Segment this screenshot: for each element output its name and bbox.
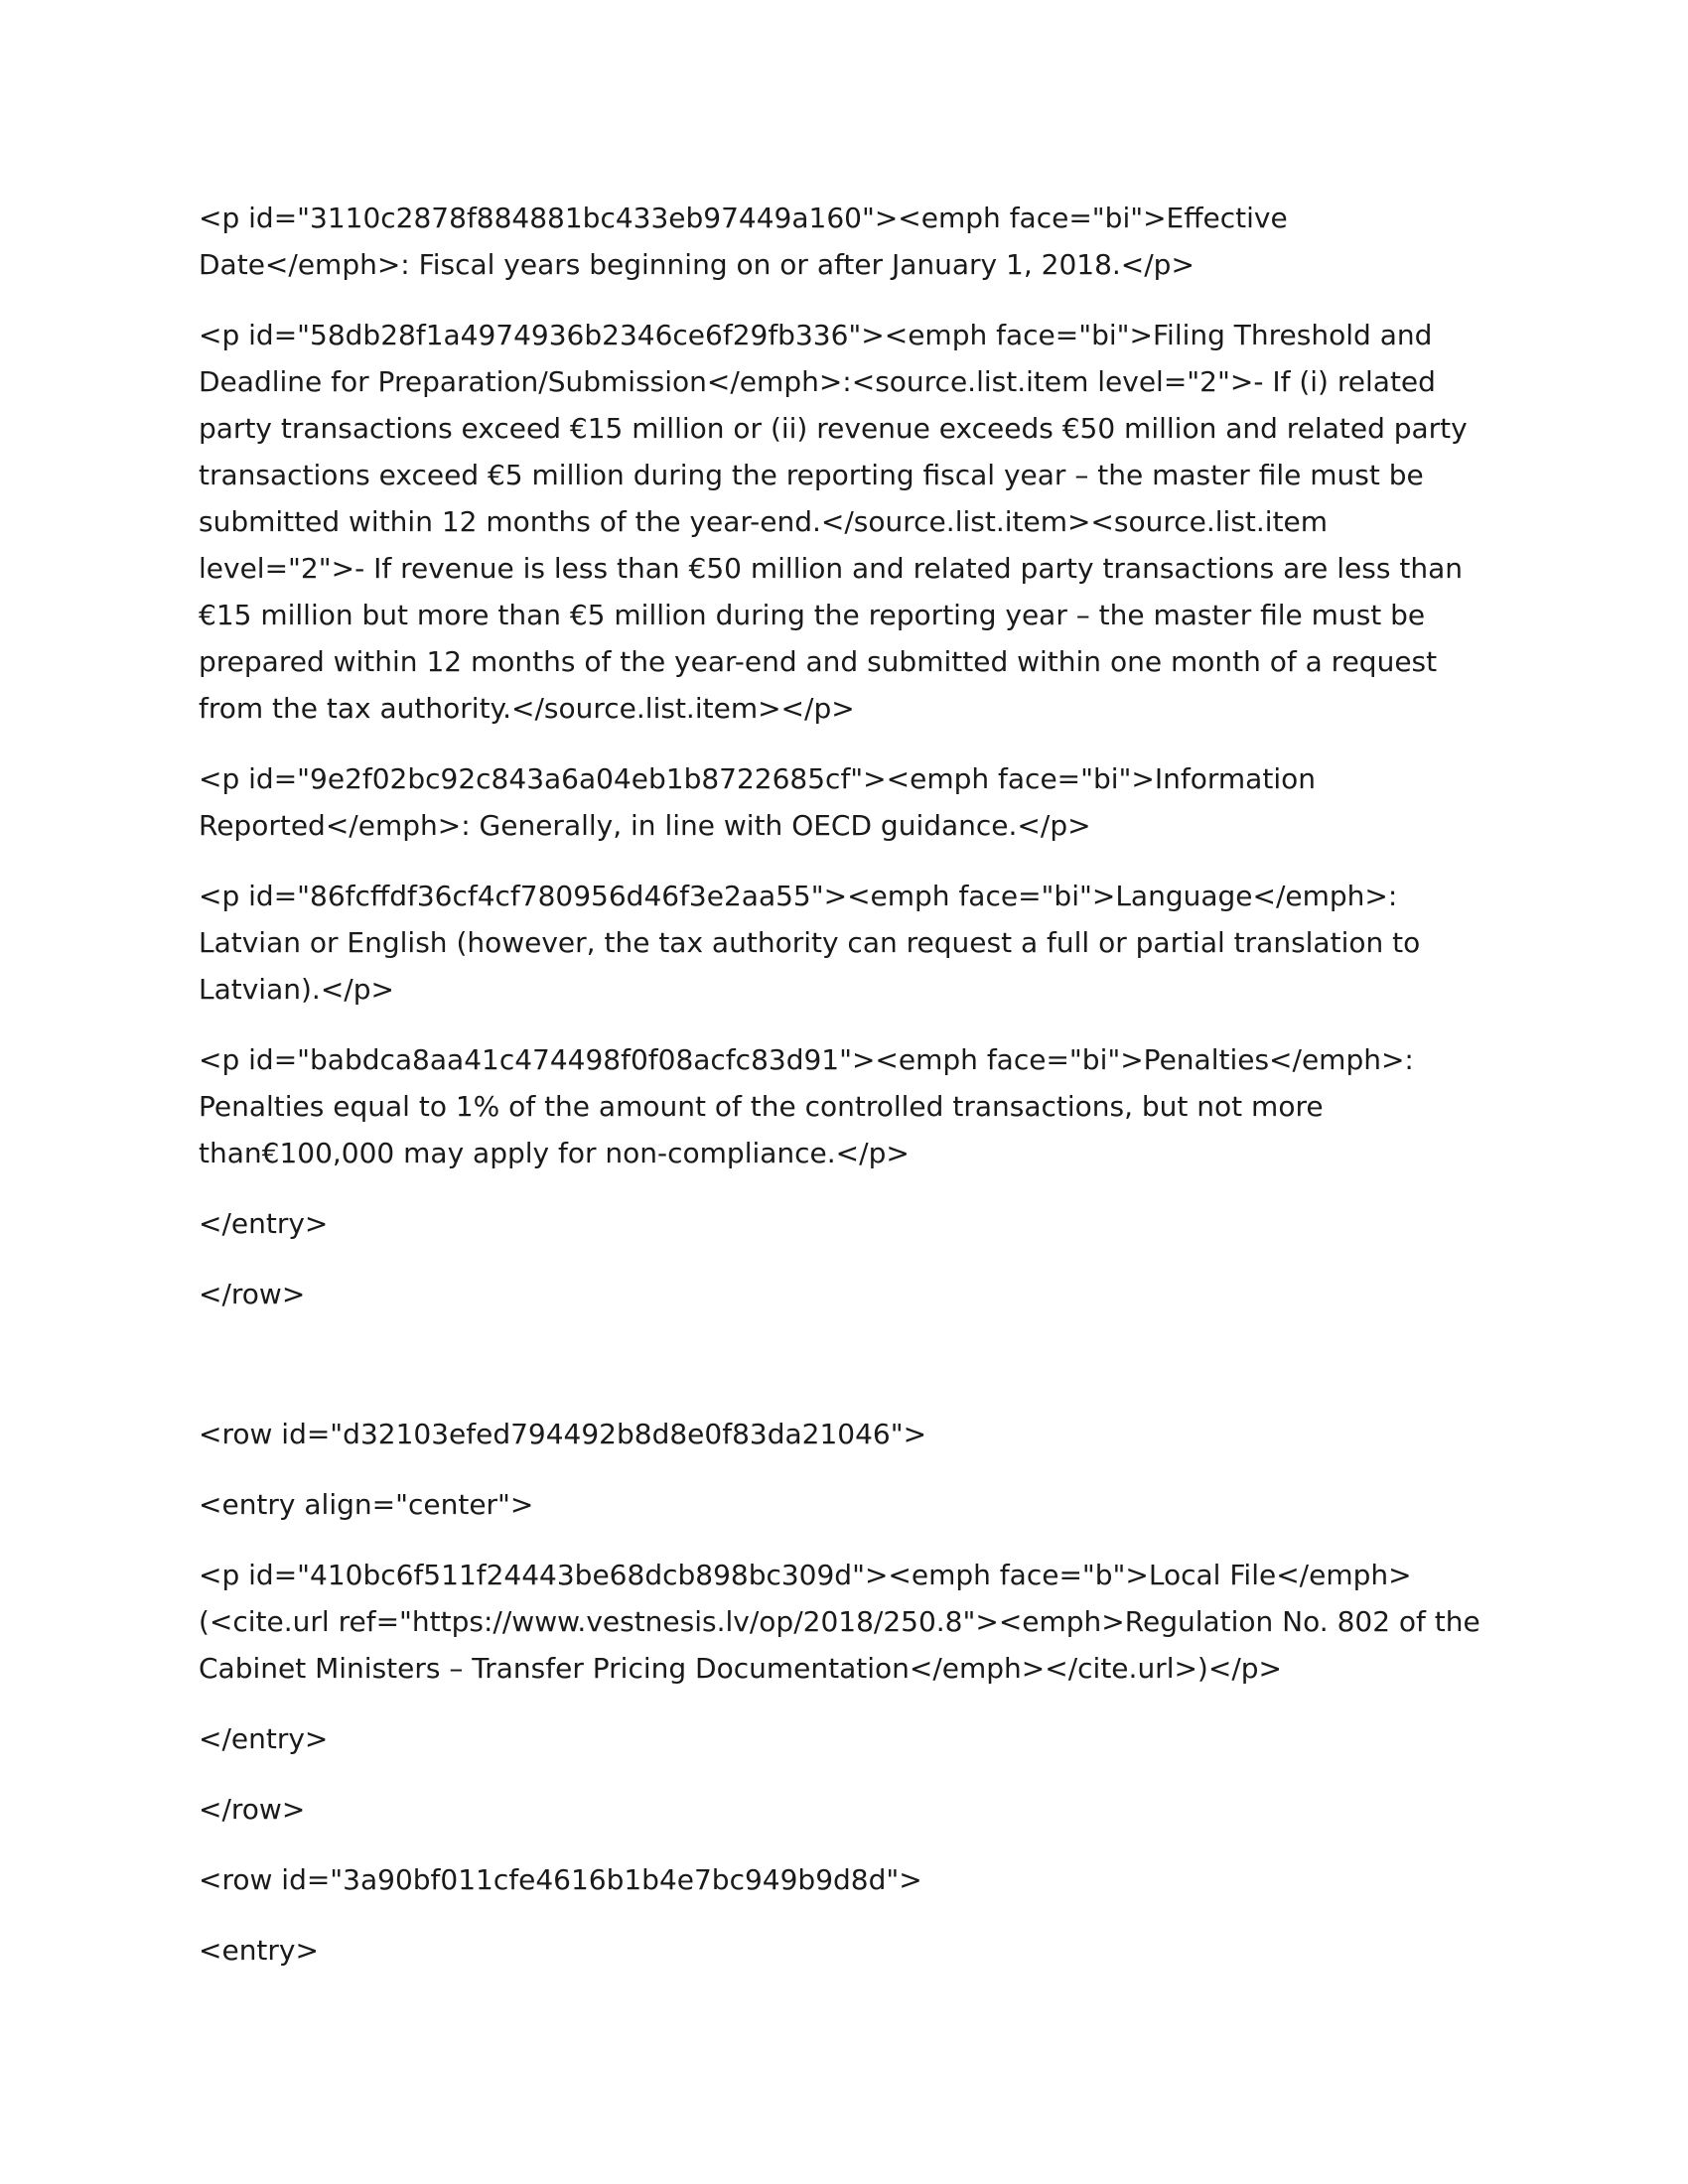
paragraph-local-file: <p id="410bc6f511f24443be68dcb898bc309d"><emph face="b">Local File</emph> (<cite.url ref="https://www.vestnesis.lv/op/2018/250.8"><emph>Regulation No. 802 of the Cabinet Ministers – Transfer Pricing Documentation</emph></cite.url>)</p>	[199, 1559, 1480, 1685]
entry-open-tag-2: <entry>	[199, 1934, 319, 1967]
paragraph-effective-date: <p id="3110c2878f884881bc433eb97449a160"><emph face="bi">Effective Date</emph>: Fiscal years beginning on or after January 1, 2018.</p>	[199, 202, 1288, 281]
row-open-tag-2: <row id="3a90bf011cfe4616b1b4e7bc949b9d8d">	[199, 1863, 922, 1896]
entry-close-tag: </entry>	[199, 1207, 329, 1240]
spacer	[199, 1341, 1489, 1411]
row-close-tag-2: </row>	[199, 1793, 306, 1826]
row-close-tag: </row>	[199, 1278, 306, 1310]
document-body	[199, 195, 1489, 1997]
paragraph-penalties: <p id="babdca8aa41c474498f0f08acfc83d91"><emph face="bi">Penalties</emph>: Penalties equal to 1% of the amount of the controlled transactions, but not more than€100,000 may apply for non-compliance.</p>	[199, 1043, 1414, 1169]
entry-open-tag-centered: <entry align="center">	[199, 1488, 534, 1521]
paragraph-information-reported: <p id="9e2f02bc92c843a6a04eb1b8722685cf"><emph face="bi">Information Reported</emph>: Generally, in line with OECD guidance.</p>	[199, 762, 1316, 842]
paragraph-language: <p id="86fcffdf36cf4cf780956d46f3e2aa55"><emph face="bi">Language</emph>: Latvian or English (however, the tax authority can request a full or partial translation to Latvian).</p>	[199, 880, 1421, 1006]
paragraph-filing-threshold: <p id="58db28f1a4974936b2346ce6f29fb336"><emph face="bi">Filing Threshold and Deadline for Preparation/Submission</emph>:<source.list.item level="2">- If (i) related party transactions exceed €15 million or (ii) revenue exceeds €50 million and related party transactions exceed €5 million during the reporting fiscal year – the master file must be submitted within 12 months of the year-end.</source.list.item><source.list.item level="2">- If revenue is less than €50 million and related party transactions are less than €15 million but more than €5 million during the reporting year – the master file must be prepared within 12 months of the year-end and submitted within one month of a request from the tax authority.</source.list.item></p>	[199, 319, 1468, 725]
entry-close-tag-2: </entry>	[199, 1722, 329, 1755]
row-open-tag: <row id="d32103efed794492b8d8e0f83da21046">	[199, 1418, 927, 1450]
